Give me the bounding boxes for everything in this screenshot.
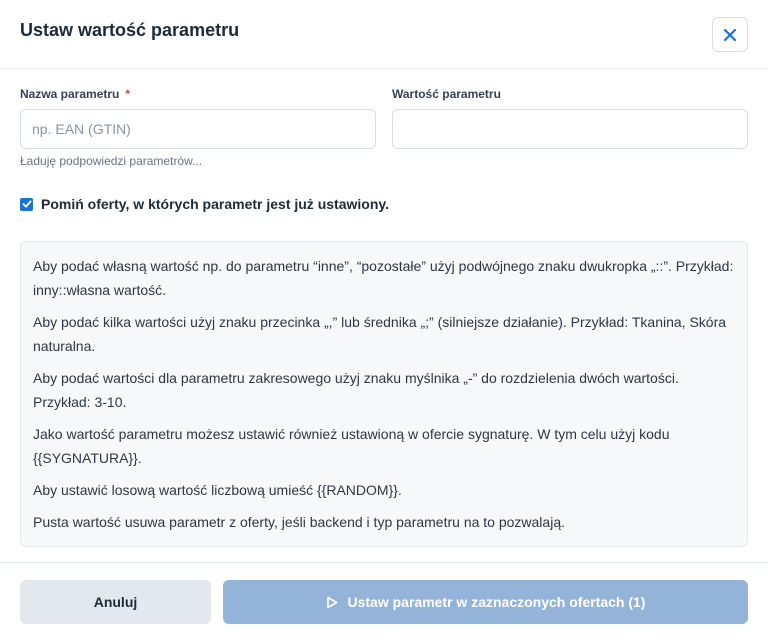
param-name-label — [20, 87, 130, 101]
checkmark-icon — [22, 199, 32, 209]
param-name-label-text: Nazwa parametru — [20, 87, 120, 101]
dialog-header — [0, 0, 768, 69]
info-line: Aby ustawić losową wartość liczbową umieść {{RANDOM}}. — [33, 482, 402, 498]
param-value-input[interactable] — [392, 109, 748, 149]
param-value-label: Wartość parametru — [392, 87, 501, 101]
param-name-hint: Ładuję podpowiedzi parametrów... — [20, 154, 203, 168]
info-line: Pusta wartość usuwa parametr z oferty, jeśli backend i typ parametru na to pozwalają. — [33, 514, 565, 530]
close-button[interactable] — [712, 17, 748, 52]
info-line: Aby podać własną wartość np. do parametru “inne”, “pozostałe” użyj podwójnego znaku dwukropka „::”. Przykład: inny::własna wartość. — [33, 258, 734, 298]
close-icon — [723, 28, 737, 42]
param-name-input[interactable] — [20, 109, 376, 149]
play-icon — [326, 596, 338, 609]
skip-existing-checkbox[interactable] — [20, 198, 33, 211]
dialog-title: Ustaw wartość parametru — [20, 20, 240, 40]
required-mark: * — [125, 87, 131, 101]
submit-button[interactable] — [223, 580, 748, 624]
info-line: Aby podać wartości dla parametru zakresowego użyj znaku myślnika „-” do rozdzielenia dwóch wartości. Przykład: 3-10. — [33, 370, 679, 410]
info-line: Jako wartość parametru możesz ustawić również ustawioną w ofercie sygnaturę. W tym celu użyj kodu {{SYGNATURA}}. — [33, 426, 670, 466]
info-box — [20, 241, 748, 547]
cancel-button[interactable]: Anuluj — [20, 580, 211, 624]
skip-existing-row — [20, 196, 389, 212]
info-line: Aby podać kilka wartości użyj znaku przecinka „,” lub średnika „;” (silniejsze działanie). Przykład: Tkanina, Skóra naturalna. — [33, 314, 727, 354]
skip-existing-label: Pomiń oferty, w których parametr jest już ustawiony. — [41, 196, 390, 212]
submit-button-label: Ustaw parametr w zaznaczonych ofertach (1) — [347, 594, 646, 610]
